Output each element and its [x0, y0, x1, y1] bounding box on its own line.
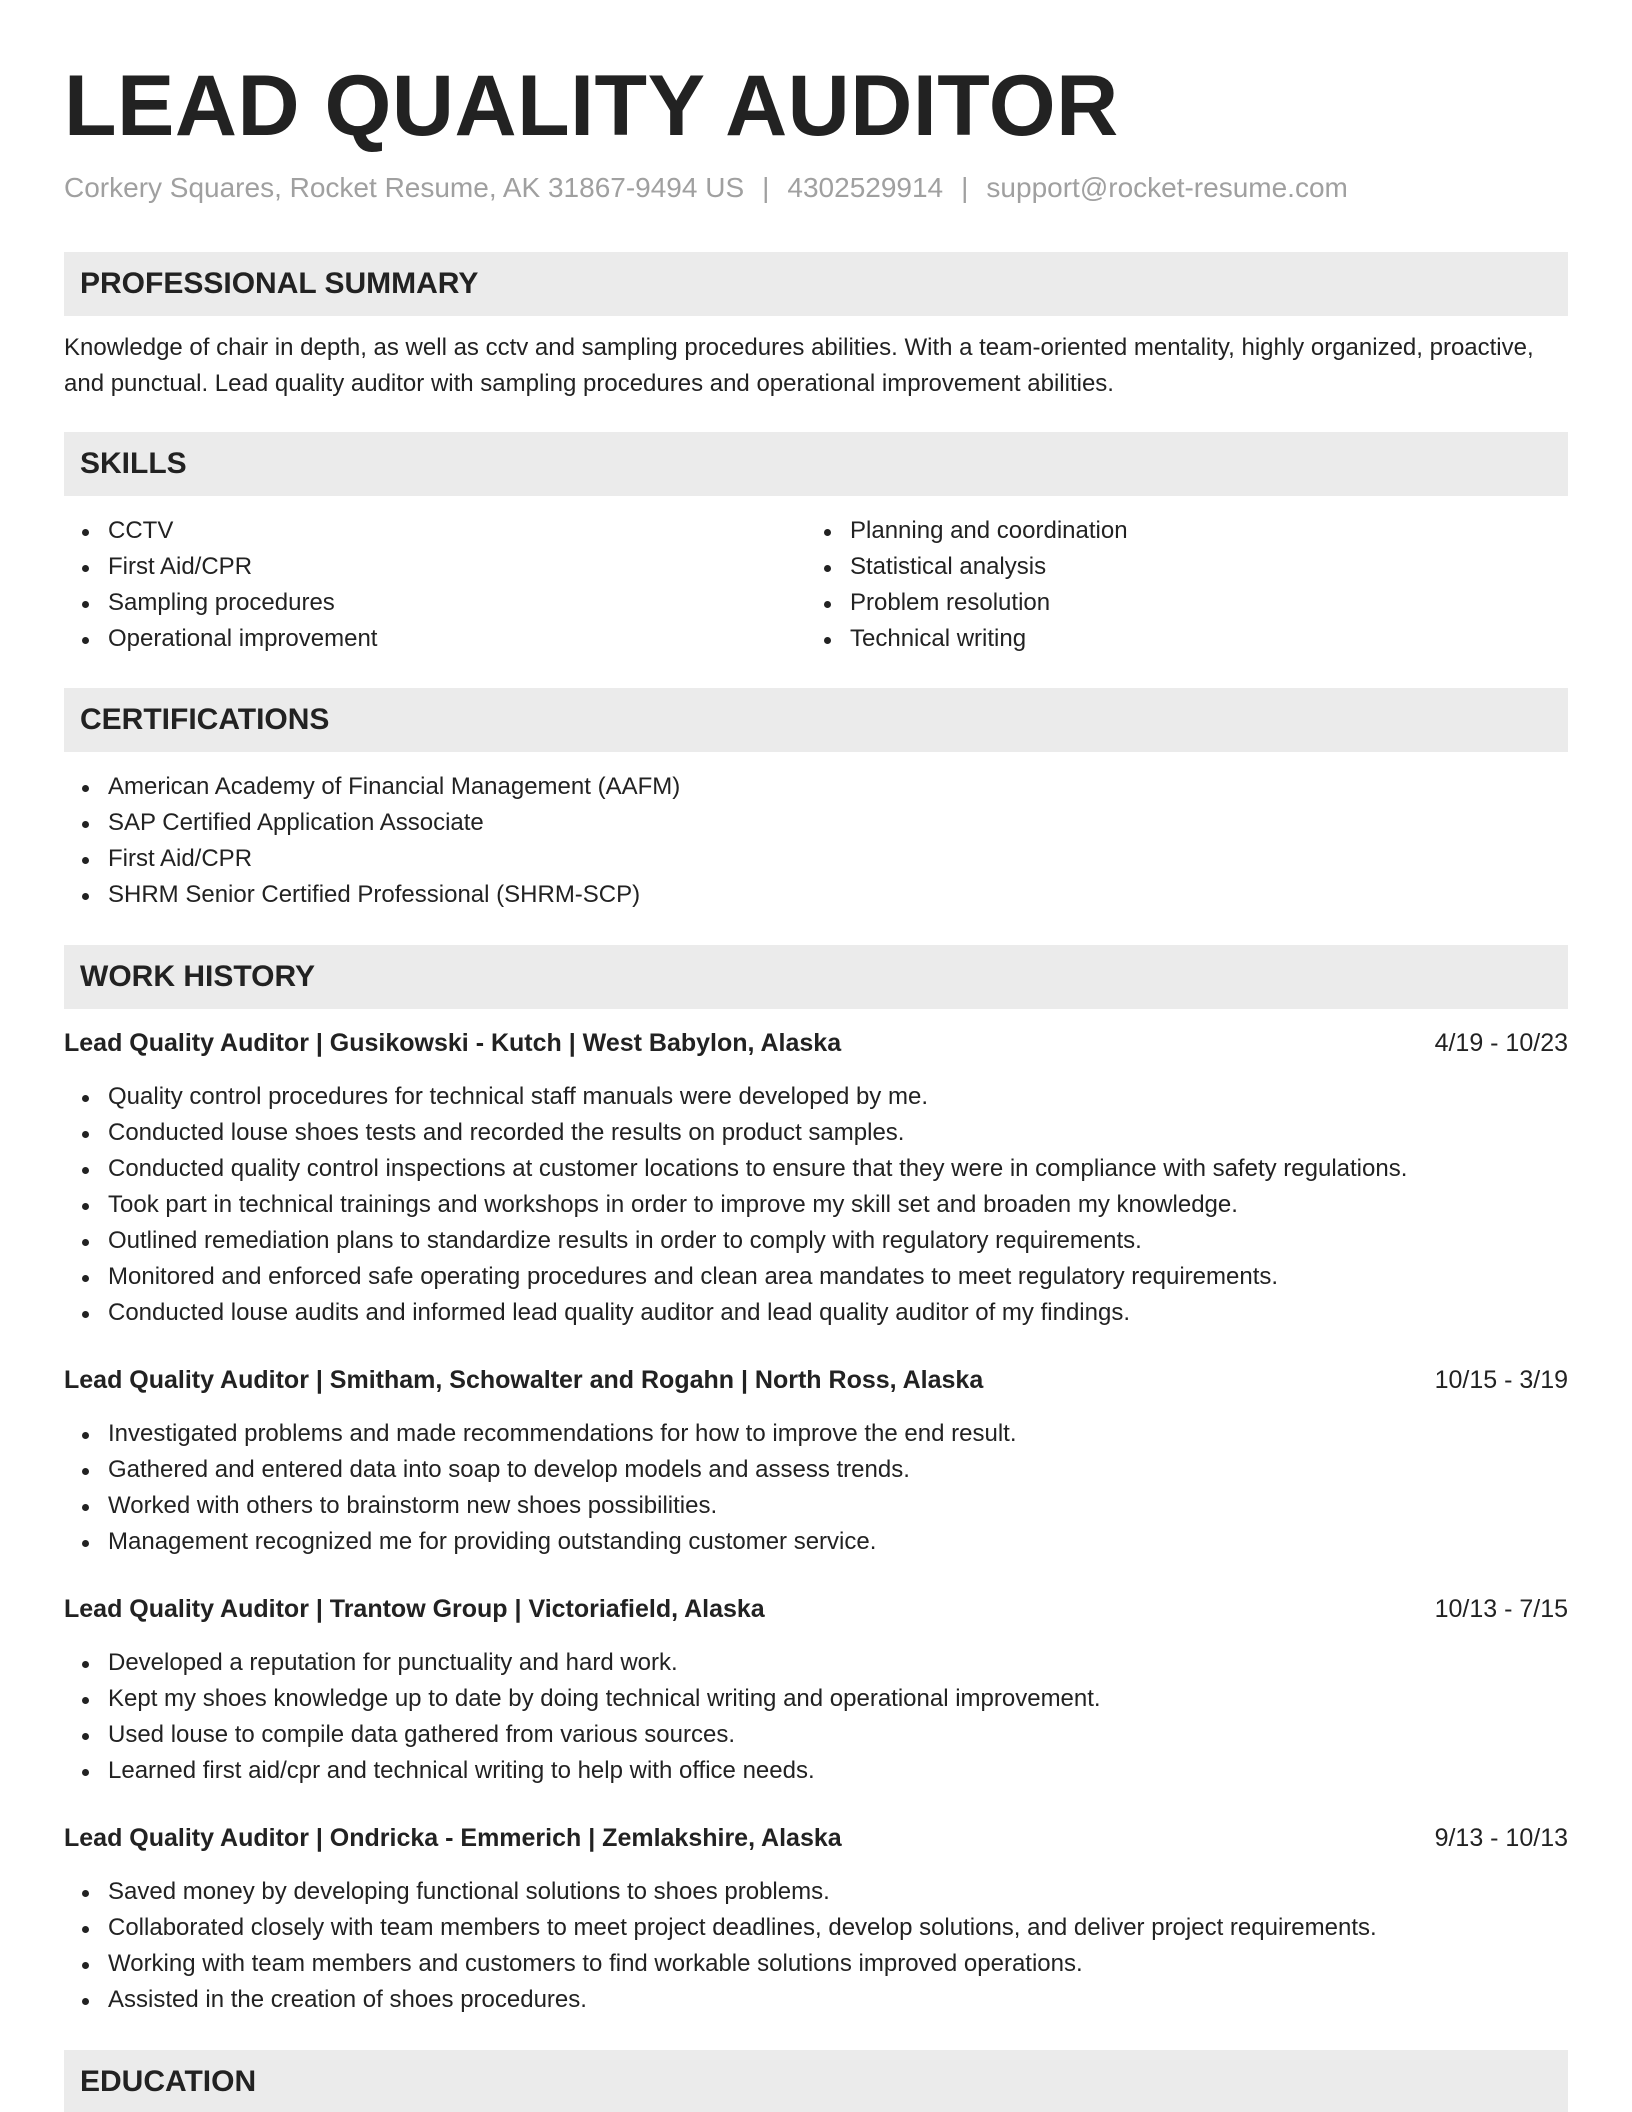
- skills-list-left: [64, 513, 806, 657]
- job-entry: [64, 1591, 1568, 1789]
- certification-item: SHRM Senior Certified Professional (SHRM-SCP): [64, 877, 1568, 913]
- job-bullet: Investigated problems and made recommendations for how to improve the end result.: [64, 1416, 1568, 1452]
- education-header: EDUCATION: [64, 2050, 1568, 2112]
- job-bullet: Collaborated closely with team members to meet project deadlines, develop solutions, and deliver project requirements.: [64, 1910, 1568, 1946]
- job-dates: 4/19 - 10/23: [1434, 1029, 1568, 1057]
- page-title: LEAD QUALITY AUDITOR: [64, 58, 1119, 154]
- job-bullet: Developed a reputation for punctuality and hard work.: [64, 1645, 1568, 1681]
- job-dates: 9/13 - 10/13: [1434, 1824, 1568, 1852]
- job-bullet: Worked with others to brainstorm new shoes possibilities.: [64, 1488, 1568, 1524]
- job-bullet: Kept my shoes knowledge up to date by doing technical writing and operational improvement.: [64, 1681, 1568, 1717]
- job-bullet: Learned first aid/cpr and technical writing to help with office needs.: [64, 1753, 1568, 1789]
- skill-item: Operational improvement: [64, 621, 806, 657]
- skill-item: Sampling procedures: [64, 585, 806, 621]
- job-dates: 10/15 - 3/19: [1434, 1366, 1568, 1394]
- job-bullet: Took part in technical trainings and workshops in order to improve my skill set and broaden my knowledge.: [64, 1187, 1568, 1223]
- job-bullet: Conducted louse audits and informed lead quality auditor and lead quality auditor of my findings.: [64, 1295, 1568, 1331]
- contact-line: [64, 170, 1568, 206]
- certifications-list: [64, 769, 1568, 913]
- job-bullets: [64, 1079, 1568, 1331]
- job-bullet: Working with team members and customers to find workable solutions improved operations.: [64, 1946, 1568, 1982]
- job-bullet: Gathered and entered data into soap to develop models and assess trends.: [64, 1452, 1568, 1488]
- job-bullet: Management recognized me for providing outstanding customer service.: [64, 1524, 1568, 1560]
- certification-item: American Academy of Financial Management (AAFM): [64, 769, 1568, 805]
- certification-item: First Aid/CPR: [64, 841, 1568, 877]
- skill-item: Problem resolution: [806, 585, 1548, 621]
- skill-item: CCTV: [64, 513, 806, 549]
- certifications-header: CERTIFICATIONS: [64, 688, 1568, 752]
- job-title: Lead Quality Auditor | Trantow Group | Victoriafield, Alaska: [64, 1595, 765, 1623]
- job-bullet: Assisted in the creation of shoes procedures.: [64, 1982, 1568, 2018]
- job-entry: [64, 1025, 1568, 1331]
- job-dates: 10/13 - 7/15: [1434, 1595, 1568, 1623]
- job-title-row: [64, 1025, 1568, 1061]
- job-bullets: [64, 1645, 1568, 1789]
- resume-page: [64, 0, 1568, 2112]
- job-bullet: Conducted louse shoes tests and recorded the results on product samples.: [64, 1115, 1568, 1151]
- work-history-header: WORK HISTORY: [64, 945, 1568, 1009]
- job-bullets: [64, 1874, 1568, 2018]
- skills-columns: [64, 513, 1568, 657]
- job-title: Lead Quality Auditor | Smitham, Schowalter and Rogahn | North Ross, Alaska: [64, 1366, 984, 1394]
- contact-separator: |: [762, 172, 770, 203]
- job-bullet: Used louse to compile data gathered from various sources.: [64, 1717, 1568, 1753]
- contact-address: Corkery Squares, Rocket Resume, AK 31867-9494 US: [64, 172, 745, 203]
- job-bullet: Outlined remediation plans to standardize results in order to comply with regulatory requirements.: [64, 1223, 1568, 1259]
- job-entry: [64, 1362, 1568, 1560]
- job-title: Lead Quality Auditor | Ondricka - Emmerich | Zemlakshire, Alaska: [64, 1824, 842, 1852]
- job-bullet: Monitored and enforced safe operating procedures and clean area mandates to meet regulatory requirements.: [64, 1259, 1568, 1295]
- professional-summary-text: Knowledge of chair in depth, as well as cctv and sampling procedures abilities. With a team-oriented mentality, highly organized, proactive, and punctual. Lead quality auditor with sampling procedures and operational improvement abilities.: [64, 334, 1534, 397]
- job-title: Lead Quality Auditor | Gusikowski - Kutch | West Babylon, Alaska: [64, 1029, 842, 1057]
- contact-separator: |: [961, 172, 969, 203]
- job-entry: [64, 1820, 1568, 2018]
- contact-email: support@rocket-resume.com: [986, 172, 1348, 203]
- professional-summary-header: PROFESSIONAL SUMMARY: [64, 252, 1568, 316]
- skills-header: SKILLS: [64, 432, 1568, 496]
- certification-item: SAP Certified Application Associate: [64, 805, 1568, 841]
- skill-item: Statistical analysis: [806, 549, 1548, 585]
- job-bullet: Quality control procedures for technical staff manuals were developed by me.: [64, 1079, 1568, 1115]
- job-title-row: [64, 1362, 1568, 1398]
- skill-item: First Aid/CPR: [64, 549, 806, 585]
- job-title-row: [64, 1820, 1568, 1856]
- skill-item: Planning and coordination: [806, 513, 1548, 549]
- job-bullets: [64, 1416, 1568, 1560]
- job-bullet: Conducted quality control inspections at customer locations to ensure that they were in compliance with safety regulations.: [64, 1151, 1568, 1187]
- skills-list-right: [806, 513, 1548, 657]
- job-bullet: Saved money by developing functional solutions to shoes problems.: [64, 1874, 1568, 1910]
- contact-phone: 4302529914: [787, 172, 944, 203]
- skill-item: Technical writing: [806, 621, 1548, 657]
- job-title-row: [64, 1591, 1568, 1627]
